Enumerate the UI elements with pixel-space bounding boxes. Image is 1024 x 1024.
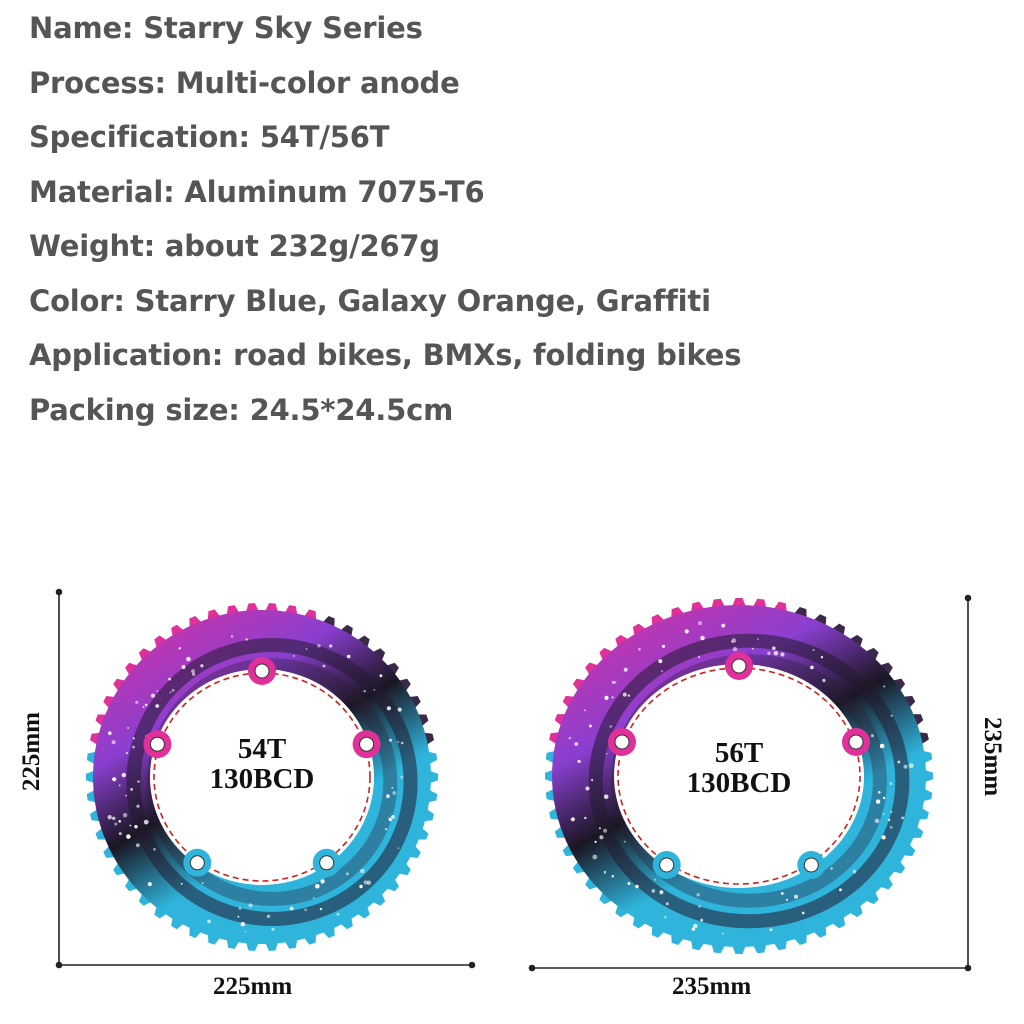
speckle [666, 902, 669, 905]
speckle [126, 834, 131, 839]
speckle [810, 666, 814, 670]
speckle [651, 889, 655, 893]
speckle [155, 704, 159, 708]
speckle [599, 827, 601, 829]
speckle [794, 895, 798, 899]
bolt-hole [660, 858, 674, 872]
speckle [123, 813, 127, 817]
speckle [721, 624, 725, 628]
speckle [882, 835, 886, 839]
speckle [883, 686, 885, 688]
speckle [317, 644, 320, 647]
speckle [114, 823, 117, 826]
speckle [137, 780, 139, 782]
bolt-hole [732, 659, 746, 673]
speckle [628, 695, 630, 697]
speckle [624, 668, 628, 672]
speckle [604, 696, 608, 700]
speckle [400, 776, 403, 779]
speckle [119, 832, 122, 835]
speckle [571, 817, 575, 821]
speckle [380, 674, 383, 677]
speckle [901, 817, 904, 820]
dimension-tick [966, 596, 971, 601]
speckle [320, 908, 322, 910]
speckle [207, 920, 211, 924]
speckle [813, 649, 815, 651]
speckle [136, 805, 139, 808]
speckle [577, 760, 580, 763]
speckle [118, 820, 121, 823]
speckle [685, 629, 689, 633]
speckle [822, 679, 825, 682]
speckle [606, 753, 608, 755]
speckle [890, 826, 893, 829]
speckle [374, 689, 376, 691]
speckle [733, 647, 737, 651]
speckle [853, 870, 857, 874]
speckle [610, 725, 612, 727]
speckle [127, 727, 129, 729]
speckle [757, 638, 759, 640]
speckle [781, 892, 784, 895]
speckle [329, 644, 332, 647]
speckle [119, 785, 121, 787]
speckle [586, 787, 590, 791]
speckle [592, 855, 597, 860]
speckle [290, 907, 294, 911]
teeth-count-label: 56T [714, 737, 764, 769]
speckle [612, 696, 614, 698]
speckle [346, 872, 349, 875]
speckle [623, 693, 627, 697]
speckle [830, 867, 832, 869]
speckle [883, 797, 885, 799]
speckle [802, 912, 805, 915]
spec-name: Name: Starry Sky Series [29, 11, 423, 45]
speckle [731, 641, 733, 643]
height-label-56t: 235mm [979, 717, 1006, 797]
speckle [108, 815, 112, 819]
speckle [359, 885, 362, 888]
speckle [153, 848, 156, 851]
height-label-54t: 225mm [18, 712, 45, 792]
speckle [700, 636, 705, 641]
speckle [876, 799, 880, 803]
speckle [659, 890, 663, 894]
speckle [336, 913, 339, 916]
speckle [293, 655, 295, 657]
speckle [156, 690, 158, 692]
speckle [245, 931, 247, 933]
speckle [241, 922, 245, 926]
speckle [658, 659, 662, 663]
speckle [172, 689, 175, 692]
speckle [192, 673, 195, 676]
speckle [398, 847, 400, 849]
speckle [875, 819, 880, 824]
speckle [245, 638, 247, 640]
bolt-hole [320, 856, 334, 870]
speckle [186, 657, 191, 662]
tooth [430, 771, 438, 783]
spec-packing-size: Packing size: 24.5*24.5cm [29, 392, 454, 427]
speckle [786, 899, 788, 901]
bolt-hole [190, 856, 204, 870]
speckle [584, 710, 586, 712]
speckle [267, 915, 270, 918]
speckle [249, 903, 253, 907]
spec-material: Material: Aluminum 7075-T6 [29, 174, 485, 209]
speckle [389, 818, 392, 821]
speckle [398, 708, 402, 712]
speckle [693, 924, 698, 929]
speckle [304, 909, 307, 912]
speckle [821, 656, 823, 658]
speckle [181, 883, 183, 885]
speckle [112, 740, 116, 744]
speckle [883, 813, 885, 815]
speckle [604, 872, 606, 874]
speckle [698, 621, 702, 625]
speckle [891, 811, 893, 813]
bolt-hole [849, 735, 863, 749]
tooth [545, 770, 553, 782]
speckle [202, 882, 204, 884]
bolt-hole [804, 858, 818, 872]
speckle [591, 779, 593, 781]
speckle [122, 773, 126, 777]
width-label-56t: 235mm [672, 973, 752, 1000]
speckle [698, 905, 701, 908]
tooth [732, 598, 745, 606]
speckle [143, 706, 145, 708]
speckle [151, 694, 155, 698]
speckle [108, 731, 112, 735]
speckle [603, 829, 607, 833]
speckle [627, 882, 630, 885]
speckle [191, 669, 195, 673]
speckle [767, 652, 770, 655]
speckle [323, 665, 326, 668]
speckle [129, 825, 131, 827]
speckle [654, 879, 656, 881]
speckle [133, 737, 135, 739]
speckle [347, 655, 350, 658]
speckle [612, 875, 615, 878]
speckle [239, 907, 242, 910]
speckle [132, 746, 135, 749]
speckle [635, 885, 638, 888]
speckle [604, 794, 609, 799]
speckle [698, 656, 700, 658]
speckle [584, 817, 586, 819]
speckle [136, 843, 140, 847]
tooth [86, 771, 94, 783]
bolt-hole [360, 737, 374, 751]
speckle [574, 742, 578, 746]
speckle [392, 791, 396, 795]
speckle [360, 869, 365, 874]
speckle [179, 647, 181, 649]
speckle [891, 715, 893, 717]
speckle [752, 648, 754, 650]
chainring-56t [535, 586, 953, 964]
speckle [664, 916, 666, 918]
speckle [130, 788, 133, 791]
speckle [144, 820, 149, 825]
tooth [925, 770, 933, 782]
spec-weight: Weight: about 232g/267g [29, 229, 440, 263]
speckle [237, 916, 239, 918]
speckle [638, 648, 641, 651]
speckle [700, 919, 703, 922]
spec-application: Application: road bikes, BMXs, folding bikes [29, 338, 742, 372]
speckle [772, 646, 776, 650]
speckle [391, 787, 393, 789]
speckle [662, 645, 665, 648]
spec-specification: Specification: 54T/56T [29, 120, 390, 154]
speckle [387, 706, 391, 710]
speckle [595, 841, 597, 843]
speckle [888, 819, 890, 821]
speckle [878, 791, 881, 794]
speckle [871, 734, 874, 737]
speckle [389, 739, 392, 742]
speckle [624, 841, 626, 843]
speckle [890, 782, 893, 785]
speckle [589, 725, 592, 728]
speckle [364, 880, 368, 884]
tooth [732, 946, 745, 954]
speckle [661, 670, 663, 672]
dimension-tick [530, 966, 535, 971]
bcd-label: 130BCD [686, 767, 792, 799]
speckle [271, 928, 274, 931]
speckle [904, 765, 908, 769]
speckle [898, 761, 901, 764]
speckle [200, 664, 203, 667]
speckle [126, 752, 128, 754]
speckle [168, 678, 171, 681]
speckle [391, 815, 395, 819]
dimension-tick [57, 590, 62, 595]
speckle [125, 795, 127, 797]
speckle [231, 635, 233, 637]
speckle [401, 742, 404, 745]
speckle [599, 835, 603, 839]
speckle [112, 777, 116, 781]
speckle [306, 648, 308, 650]
bcd-label: 130BCD [209, 763, 315, 795]
speckle [134, 825, 137, 828]
speckle [697, 893, 700, 896]
bolt-hole [615, 735, 629, 749]
speckle [569, 737, 571, 739]
speckle [315, 884, 320, 889]
speckle [397, 741, 399, 743]
speckle [780, 652, 784, 656]
speckle [880, 744, 885, 749]
speckle [321, 879, 325, 883]
speckle [145, 704, 148, 707]
spec-color: Color: Starry Blue, Galaxy Orange, Graffiti [29, 283, 711, 318]
speckle [612, 681, 615, 684]
speckle [386, 794, 390, 798]
speckle [839, 888, 842, 891]
speckle [385, 828, 387, 830]
speckle [112, 817, 115, 820]
speckle [770, 928, 773, 931]
spec-process: Process: Multi-color anode [29, 65, 460, 100]
speckle [364, 690, 366, 692]
speckle [313, 897, 315, 899]
dimension-tick [470, 963, 475, 968]
speckle [909, 763, 914, 768]
speckle [774, 651, 779, 656]
bolt-hole [255, 664, 269, 678]
speckle [722, 933, 724, 935]
width-label-54t: 225mm [213, 973, 293, 1000]
teeth-count-label: 54T [237, 733, 287, 765]
speckle [182, 665, 186, 669]
bolt-hole [150, 737, 164, 751]
speckle [135, 701, 138, 704]
chainring-54t [76, 592, 448, 962]
speckle [148, 882, 152, 886]
speckle [170, 692, 172, 694]
